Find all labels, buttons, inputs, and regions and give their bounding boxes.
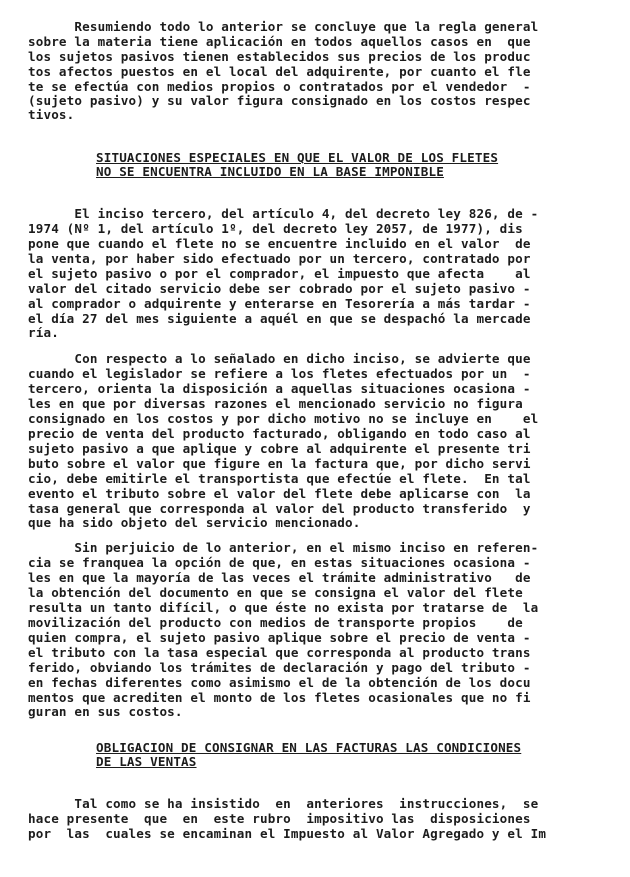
text-line: mentos que acrediten el monto de los fletes ocasionales que no fi: [28, 690, 531, 705]
text-line: (sujeto pasivo) y su valor figura consignado en los costos respec: [28, 93, 531, 108]
text-line: les en que la mayoría de las veces el trámite administrativo de: [28, 570, 531, 585]
heading-line: DE LAS VENTAS: [96, 754, 197, 769]
text-line: hace presente que en este rubro impositivo las disposiciones: [28, 811, 531, 826]
text-line: sobre la materia tiene aplicación en todos aquellos casos en que: [28, 34, 531, 49]
text-line: que ha sido objeto del servicio mencionado.: [28, 515, 361, 530]
text-line: tercero, orienta la disposición a aquellas situaciones ocasiona -: [28, 381, 531, 396]
text-line: el tributo con la tasa especial que corresponda al producto trans: [28, 645, 531, 660]
text-line: tivos.: [28, 107, 75, 122]
text-line: los sujetos pasivos tienen establecidos sus precios de los produc: [28, 49, 531, 64]
text-line: en fechas diferentes como asimismo el de la obtención de los docu: [28, 675, 531, 690]
text-line: consignado en los costos y por dicho motivo no se incluye en el: [28, 411, 539, 426]
text-line: movilización del producto con medios de transporte propios de: [28, 615, 523, 630]
text-line: por las cuales se encaminan el Impuesto al Valor Agregado y el Im: [28, 826, 547, 841]
text-line: valor del citado servicio debe ser cobrado por el sujeto pasivo -: [28, 281, 531, 296]
text-line: Sin perjuicio de lo anterior, en el mismo inciso en referen-: [28, 540, 539, 555]
text-line: Con respecto a lo señalado en dicho inciso, se advierte que: [28, 351, 531, 366]
text-line: el día 27 del mes siguiente a aquél en que se despachó la mercade: [28, 311, 531, 326]
text-line: al comprador o adquirente y enterarse en Tesorería a más tardar -: [28, 296, 531, 311]
heading-line: NO SE ENCUENTRA INCLUIDO EN LA BASE IMPONIBLE: [96, 164, 444, 179]
text-line: te se efectúa con medios propios o contratados por el vendedor -: [28, 79, 531, 94]
text-line: Resumiendo todo lo anterior se concluye que la regla general: [28, 19, 539, 34]
text-line: tasa general que corresponda al valor del producto transferido y: [28, 501, 531, 516]
text-line: ferido, obviando los trámites de declaración y pago del tributo -: [28, 660, 531, 675]
text-line: El inciso tercero, del artículo 4, del decreto ley 826, de -: [28, 206, 539, 221]
text-line: el sujeto pasivo o por el comprador, el impuesto que afecta al: [28, 266, 531, 281]
text-line: precio de venta del producto facturado, obligando en todo caso al: [28, 426, 531, 441]
text-line: les en que por diversas razones el mencionado servicio no figura: [28, 396, 523, 411]
text-line: 1974 (Nº 1, del artículo 1º, del decreto ley 2057, de 1977), dis: [28, 221, 523, 236]
text-line: cio, debe emitirle el transportista que efectúe el flete. En tal: [28, 471, 531, 486]
text-line: Tal como se ha insistido en anteriores instrucciones, se: [28, 796, 539, 811]
text-line: quien compra, el sujeto pasivo aplique sobre el precio de venta -: [28, 630, 531, 645]
text-line: tos afectos puestos en el local del adquirente, por cuanto el fle: [28, 64, 531, 79]
heading-line: OBLIGACION DE CONSIGNAR EN LAS FACTURAS LAS CONDICIONES: [96, 740, 522, 755]
text-line: cuando el legislador se refiere a los fletes efectuados por un -: [28, 366, 531, 381]
heading-line: SITUACIONES ESPECIALES EN QUE EL VALOR DE LOS FLETES: [96, 150, 499, 165]
text-line: ría.: [28, 325, 59, 340]
text-line: la venta, por haber sido efectuado por un tercero, contratado por: [28, 251, 531, 266]
text-line: cia se franquea la opción de que, en estas situaciones ocasiona -: [28, 555, 531, 570]
text-line: guran en sus costos.: [28, 704, 183, 719]
text-line: evento el tributo sobre el valor del flete debe aplicarse con la: [28, 486, 531, 501]
text-line: resulta un tanto difícil, o que éste no exista por tratarse de la: [28, 600, 539, 615]
text-line: pone que cuando el flete no se encuentre incluido en el valor de: [28, 236, 531, 251]
text-line: sujeto pasivo a que aplique y cobre al adquirente el presente tri: [28, 441, 531, 456]
text-line: buto sobre el valor que figure en la factura que, por dicho servi: [28, 456, 531, 471]
text-line: la obtención del documento en que se consigna el valor del flete: [28, 585, 523, 600]
